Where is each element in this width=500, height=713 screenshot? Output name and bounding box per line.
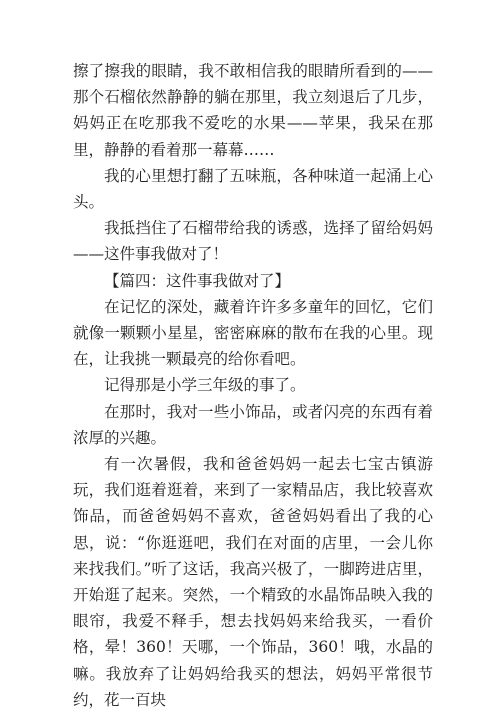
paragraph: 有一次暑假，我和爸爸妈妈一起去七宝古镇游玩，我们逛着逛着，来到了一家精品店，我比较喜欢饰品，而爸爸妈妈不喜欢，爸爸妈妈看出了我的心思，说：“你逛逛吧，我们在对面的店里，一会儿你来找我们。”听了这话，我高兴极了，一脚跨进店里，开始逛了起来。突然，一个精致的水晶饰品映入我的眼帘，我爱不释手，想去找妈妈来给我买，一看价格，晕！360！天哪，一个饰品，360！哦，水晶的嘛。我放弃了让妈妈给我买的想法，妈妈平常很节约，花一百块: [73, 455, 433, 709]
section-heading: 【篇四：这件事我做对了】: [104, 271, 291, 290]
paragraph: 在那时，我对一些小饰品，或者闪亮的东西有着浓厚的兴趣。: [73, 402, 433, 447]
paragraph: 我的心里想打翻了五味瓶，各种味道一起涌上心头。: [73, 166, 433, 212]
paragraph: 记得那是小学三年级的事了。: [104, 376, 306, 395]
article-body: [73, 58, 433, 713]
paragraph-continuation: 擦了擦我的眼睛，我不敢相信我的眼睛所看到的——那个石榴依然静静的躺在那里，我立刻退后了几步，妈妈正在吃那我不爱吃的水果——苹果，我呆在那里，静静的看着那一幕幕……: [73, 62, 433, 159]
paragraph: 我抵挡住了石榴带给我的诱惑，选择了留给妈妈——这件事我做对了！: [73, 219, 433, 264]
paragraph: 在记忆的深处，藏着许许多多童年的回忆，它们就像一颗颗小星星，密密麻麻的散布在我的心里。现在，让我挑一颗最亮的给你看吧。: [73, 297, 433, 369]
